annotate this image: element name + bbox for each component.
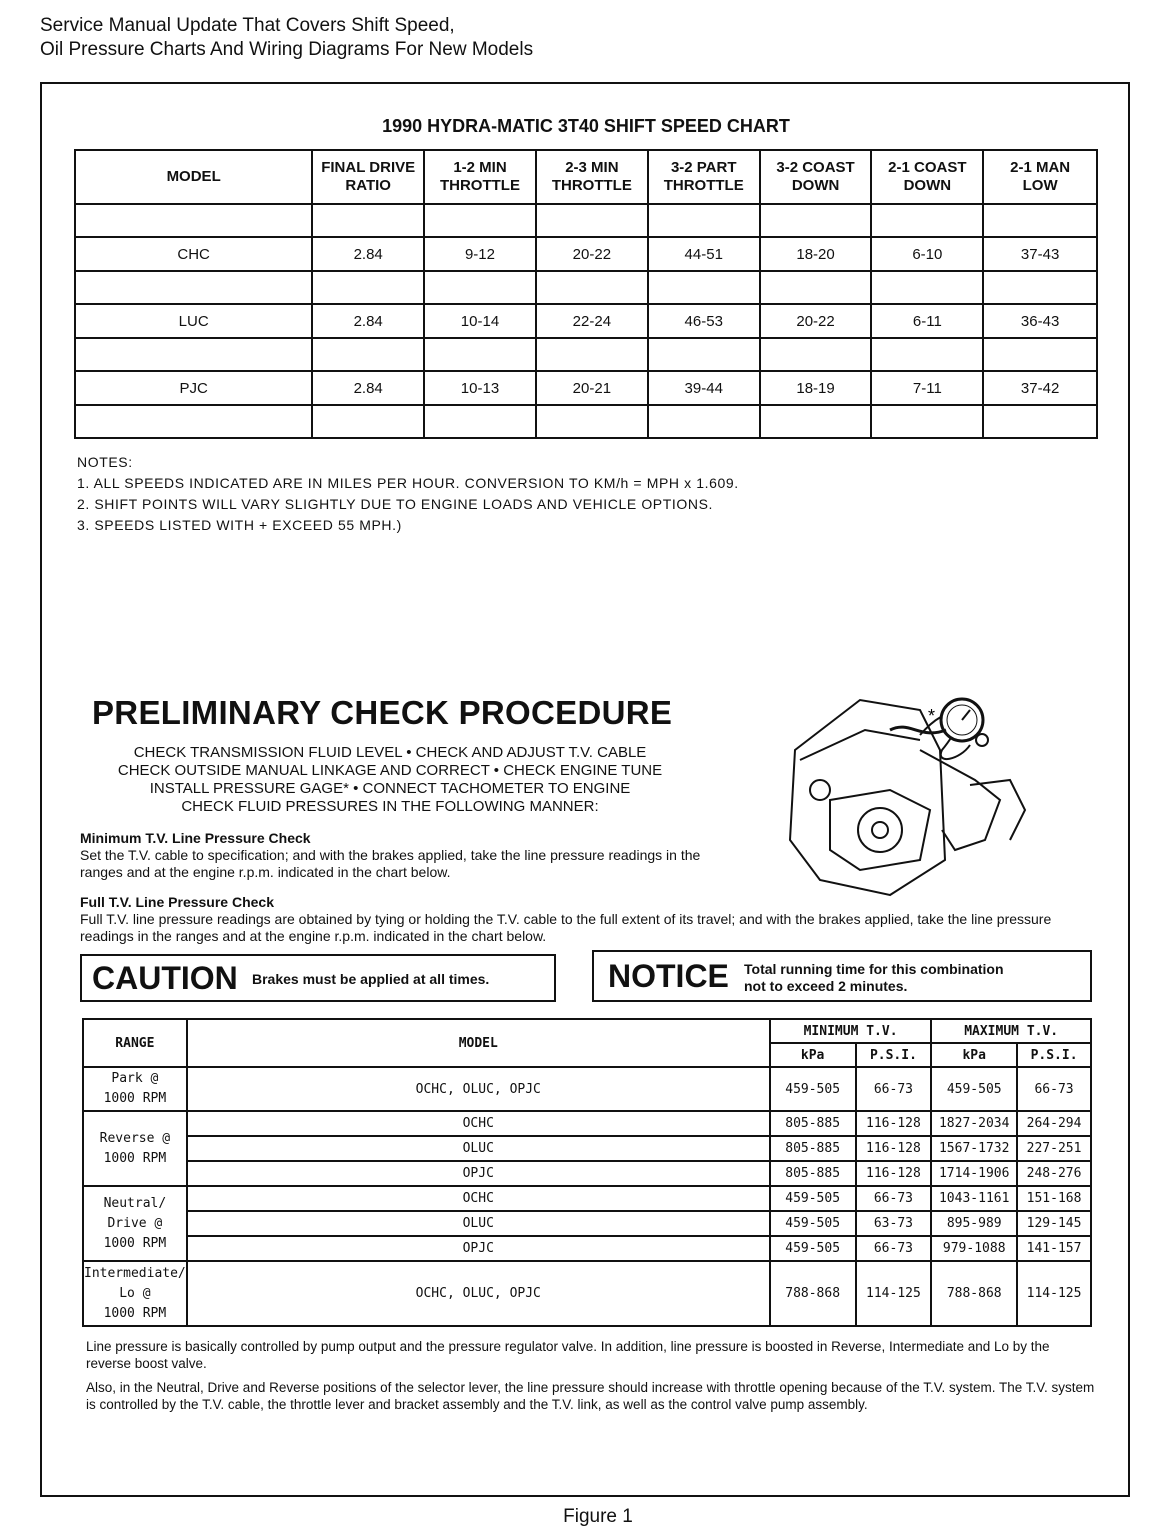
empty-cell — [312, 338, 424, 371]
procedure-instructions — [70, 744, 710, 816]
notice-text — [744, 961, 1004, 995]
header-line: RATIO — [345, 177, 391, 194]
value-cell: 459-505 — [931, 1067, 1017, 1111]
empty-cell — [536, 338, 648, 371]
min-tv-text: Set the T.V. cable to specification; and with the brakes applied, take the line pressure readings in the ranges and at the engine r.p.m. indicated in the chart below. — [80, 847, 701, 880]
shift-col-header — [536, 150, 648, 204]
header-line-1: Service Manual Update That Covers Shift Speed, — [40, 15, 455, 36]
empty-cell — [871, 204, 983, 237]
range-header: RANGE — [83, 1019, 187, 1067]
header-line-2: Oil Pressure Charts And Wiring Diagrams For New Models — [40, 39, 534, 60]
value-cell: 248-276 — [1017, 1161, 1091, 1186]
full-tv-title: Full T.V. Line Pressure Check — [80, 894, 275, 910]
empty-cell — [312, 405, 424, 438]
spacer-row — [75, 271, 1097, 304]
value-cell: 459-505 — [770, 1067, 856, 1111]
shift-col-header — [648, 150, 760, 204]
table-cell: 20-21 — [536, 371, 648, 405]
value-cell: 788-868 — [931, 1261, 1017, 1326]
pressure-gauge-icon — [941, 699, 983, 741]
procedure-title: PRELIMINARY CHECK PROCEDURE — [92, 694, 673, 731]
empty-cell — [75, 271, 312, 304]
table-cell: 22-24 — [536, 304, 648, 338]
range-cell — [83, 1111, 187, 1186]
value-cell: 66-73 — [856, 1067, 932, 1111]
table-cell: 9-12 — [424, 237, 536, 271]
model-cell: OCHC, OLUC, OPJC — [187, 1067, 770, 1111]
empty-cell — [871, 405, 983, 438]
header-line: THROTTLE — [551, 177, 632, 194]
value-cell: 66-73 — [856, 1186, 932, 1211]
range-line: Park @ — [111, 1071, 159, 1086]
model-cell: OPJC — [187, 1161, 770, 1186]
range-line: 1000 RPM — [103, 1150, 167, 1166]
header-line: THROTTLE — [439, 177, 520, 194]
value-cell: 1714-1906 — [931, 1161, 1017, 1186]
header-line: FINAL DRIVE — [321, 159, 416, 176]
min-tv-title: Minimum T.V. Line Pressure Check — [80, 830, 311, 846]
note-2: 2. SHIFT POINTS WILL VARY SLIGHTLY DUE TO ENGINE LOADS AND VEHICLE OPTIONS. — [77, 496, 714, 512]
table-row — [75, 371, 1097, 405]
range-line: 1000 RPM — [103, 1235, 167, 1251]
table-row — [83, 1111, 1091, 1136]
shift-col-header — [75, 150, 312, 204]
range-line: 1000 RPM — [103, 1305, 167, 1321]
table-cell: 10-13 — [424, 371, 536, 405]
max-psi-header: P.S.I. — [1017, 1043, 1091, 1067]
footer-paragraph-2: Also, in the Neutral, Drive and Reverse positions of the selector lever, the line pressure should increase with throttle opening because of the T.V. system. The T.V. system is controlled by the T.V. cable, the throttle lever and bracket assembly and the T.V. link, as well as the control valve pump assembly. — [86, 1380, 1095, 1412]
model-cell: OCHC — [187, 1186, 770, 1211]
table-cell: 2.84 — [312, 371, 424, 405]
empty-cell — [75, 405, 312, 438]
header-line: 2-3 MIN — [565, 159, 619, 176]
value-cell: 151-168 — [1017, 1186, 1091, 1211]
note-1: 1. ALL SPEEDS INDICATED ARE IN MILES PER HOUR. CONVERSION TO KM/h = MPH x 1.609. — [77, 475, 739, 491]
value-cell: 66-73 — [856, 1236, 932, 1261]
table-row — [83, 1211, 1091, 1236]
instruction-line-3: INSTALL PRESSURE GAGE* • CONNECT TACHOMETER TO ENGINE — [149, 780, 631, 797]
max-tv-header: MAXIMUM T.V. — [931, 1019, 1091, 1043]
table-cell: 2.84 — [312, 237, 424, 271]
spacer-row — [75, 405, 1097, 438]
value-cell: 227-251 — [1017, 1136, 1091, 1161]
value-cell: 1827-2034 — [931, 1111, 1017, 1136]
header-line: 3-2 PART — [670, 159, 737, 176]
empty-cell — [75, 338, 312, 371]
header-line: DOWN — [903, 177, 952, 194]
value-cell: 1043-1161 — [931, 1186, 1017, 1211]
table-cell: 39-44 — [648, 371, 760, 405]
empty-cell — [424, 405, 536, 438]
value-cell: 1567-1732 — [931, 1136, 1017, 1161]
value-cell: 114-125 — [856, 1261, 932, 1326]
range-cell — [83, 1186, 187, 1261]
table-row — [83, 1261, 1091, 1326]
notes-heading: NOTES: — [77, 454, 133, 470]
empty-cell — [983, 204, 1097, 237]
empty-cell — [760, 338, 872, 371]
header-line: 3-2 COAST — [776, 159, 855, 176]
value-cell: 979-1088 — [931, 1236, 1017, 1261]
value-cell: 114-125 — [1017, 1261, 1091, 1326]
spacer-row — [75, 204, 1097, 237]
table-cell: 6-11 — [871, 304, 983, 338]
table-cell: 37-43 — [983, 237, 1097, 271]
empty-cell — [648, 405, 760, 438]
table-row — [83, 1136, 1091, 1161]
table-cell: PJC — [75, 371, 312, 405]
value-cell: 116-128 — [856, 1111, 932, 1136]
table-row — [75, 237, 1097, 271]
empty-cell — [424, 271, 536, 304]
empty-cell — [648, 338, 760, 371]
value-cell: 459-505 — [770, 1211, 856, 1236]
table-cell: 46-53 — [648, 304, 760, 338]
min-psi-header: P.S.I. — [856, 1043, 932, 1067]
value-cell: 805-885 — [770, 1136, 856, 1161]
table-cell: 20-22 — [760, 304, 872, 338]
spacer-row — [75, 338, 1097, 371]
caution-word: CAUTION — [92, 960, 238, 996]
shift-chart-notes — [77, 452, 739, 536]
header-line: 1-2 MIN — [453, 159, 507, 176]
empty-cell — [536, 204, 648, 237]
figure-label: Figure 1 — [563, 1506, 633, 1527]
empty-cell — [424, 338, 536, 371]
empty-cell — [312, 271, 424, 304]
empty-cell — [983, 405, 1097, 438]
range-line: Drive @ — [107, 1215, 163, 1231]
page-header — [40, 14, 533, 62]
range-line: Neutral/ — [103, 1195, 167, 1211]
max-kpa-header: kPa — [931, 1043, 1017, 1067]
empty-cell — [536, 271, 648, 304]
range-line: Reverse @ — [99, 1130, 171, 1146]
table-cell: 18-19 — [760, 371, 872, 405]
shift-col-header — [983, 150, 1097, 204]
shift-col-header — [760, 150, 872, 204]
value-cell: 895-989 — [931, 1211, 1017, 1236]
table-row — [75, 304, 1097, 338]
table-cell: 44-51 — [648, 237, 760, 271]
empty-cell — [536, 405, 648, 438]
range-cell — [83, 1261, 187, 1326]
empty-cell — [760, 405, 872, 438]
value-cell: 63-73 — [856, 1211, 932, 1236]
notice-line-1: Total running time for this combination — [744, 961, 1004, 977]
range-line: Lo @ — [119, 1285, 151, 1301]
table-cell: 7-11 — [871, 371, 983, 405]
shift-col-header — [312, 150, 424, 204]
full-tv-text: Full T.V. line pressure readings are obtained by tying or holding the T.V. cable to the full extent of its travel; and with the brakes applied, take the line pressure readings in the ranges and at the engine r.p.m. indicated in the chart below. — [80, 911, 1052, 944]
model-cell: OLUC — [187, 1136, 770, 1161]
empty-cell — [424, 204, 536, 237]
empty-cell — [648, 204, 760, 237]
value-cell: 264-294 — [1017, 1111, 1091, 1136]
table-cell: 2.84 — [312, 304, 424, 338]
value-cell: 116-128 — [856, 1161, 932, 1186]
instruction-line-1: CHECK TRANSMISSION FLUID LEVEL • CHECK AND ADJUST T.V. CABLE — [133, 744, 647, 761]
value-cell: 66-73 — [1017, 1067, 1091, 1111]
table-cell: 6-10 — [871, 237, 983, 271]
footer-paragraph-1: Line pressure is basically controlled by pump output and the pressure regulator valve. In addition, line pressure is boosted in Reverse, Intermediate and Lo by the reverse boost valve. — [86, 1339, 1050, 1371]
value-cell: 129-145 — [1017, 1211, 1091, 1236]
line-pressure-table — [82, 1018, 1092, 1327]
notice-word: NOTICE — [608, 958, 729, 994]
header-line: MODEL — [166, 168, 221, 185]
model-cell: OLUC — [187, 1211, 770, 1236]
empty-cell — [983, 271, 1097, 304]
table-cell: 20-22 — [536, 237, 648, 271]
header-line: LOW — [1022, 177, 1058, 194]
range-line: Intermediate/ — [84, 1265, 186, 1281]
table-cell: 37-42 — [983, 371, 1097, 405]
range-cell — [83, 1067, 187, 1111]
shift-speed-table — [74, 149, 1098, 439]
caution-box — [80, 954, 556, 1002]
shift-col-header — [871, 150, 983, 204]
value-cell: 805-885 — [770, 1161, 856, 1186]
shift-chart-title: 1990 HYDRA-MATIC 3T40 SHIFT SPEED CHART — [382, 116, 790, 136]
table-row — [83, 1186, 1091, 1211]
notice-box — [592, 950, 1092, 1002]
shift-col-header — [424, 150, 536, 204]
table-row — [83, 1067, 1091, 1111]
empty-cell — [760, 204, 872, 237]
model-cell: OCHC — [187, 1111, 770, 1136]
note-3: 3. SPEEDS LISTED WITH + EXCEED 55 MPH.) — [77, 517, 402, 533]
value-cell: 141-157 — [1017, 1236, 1091, 1261]
value-cell: 459-505 — [770, 1186, 856, 1211]
value-cell: 805-885 — [770, 1111, 856, 1136]
notice-line-2: not to exceed 2 minutes. — [744, 978, 908, 994]
value-cell: 116-128 — [856, 1136, 932, 1161]
gauge-asterisk: * — [928, 706, 936, 726]
min-kpa-header: kPa — [770, 1043, 856, 1067]
min-tv-header: MINIMUM T.V. — [770, 1019, 932, 1043]
header-line: DOWN — [791, 177, 840, 194]
header-line: 2-1 MAN — [1010, 159, 1071, 176]
transmission-gauge-illustration — [770, 690, 1042, 904]
model-cell: OPJC — [187, 1236, 770, 1261]
range-line: 1000 RPM — [103, 1091, 167, 1106]
table-cell: CHC — [75, 237, 312, 271]
value-cell: 788-868 — [770, 1261, 856, 1326]
table-row — [83, 1161, 1091, 1186]
value-cell: 459-505 — [770, 1236, 856, 1261]
instruction-line-4: CHECK FLUID PRESSURES IN THE FOLLOWING MANNER: — [181, 798, 599, 815]
table-row — [83, 1236, 1091, 1261]
table-cell: 18-20 — [760, 237, 872, 271]
empty-cell — [983, 338, 1097, 371]
table-cell: 10-14 — [424, 304, 536, 338]
model-header: MODEL — [187, 1019, 770, 1067]
instruction-line-2: CHECK OUTSIDE MANUAL LINKAGE AND CORRECT • CHECK ENGINE TUNE — [117, 762, 663, 779]
table-cell: 36-43 — [983, 304, 1097, 338]
caution-text: Brakes must be applied at all times. — [252, 971, 490, 987]
table-cell: LUC — [75, 304, 312, 338]
empty-cell — [312, 204, 424, 237]
model-cell: OCHC, OLUC, OPJC — [187, 1261, 770, 1326]
empty-cell — [760, 271, 872, 304]
header-line: THROTTLE — [663, 177, 744, 194]
header-line: 2-1 COAST — [888, 159, 967, 176]
min-tv-section — [80, 830, 720, 881]
empty-cell — [648, 271, 760, 304]
empty-cell — [871, 271, 983, 304]
empty-cell — [871, 338, 983, 371]
empty-cell — [75, 204, 312, 237]
